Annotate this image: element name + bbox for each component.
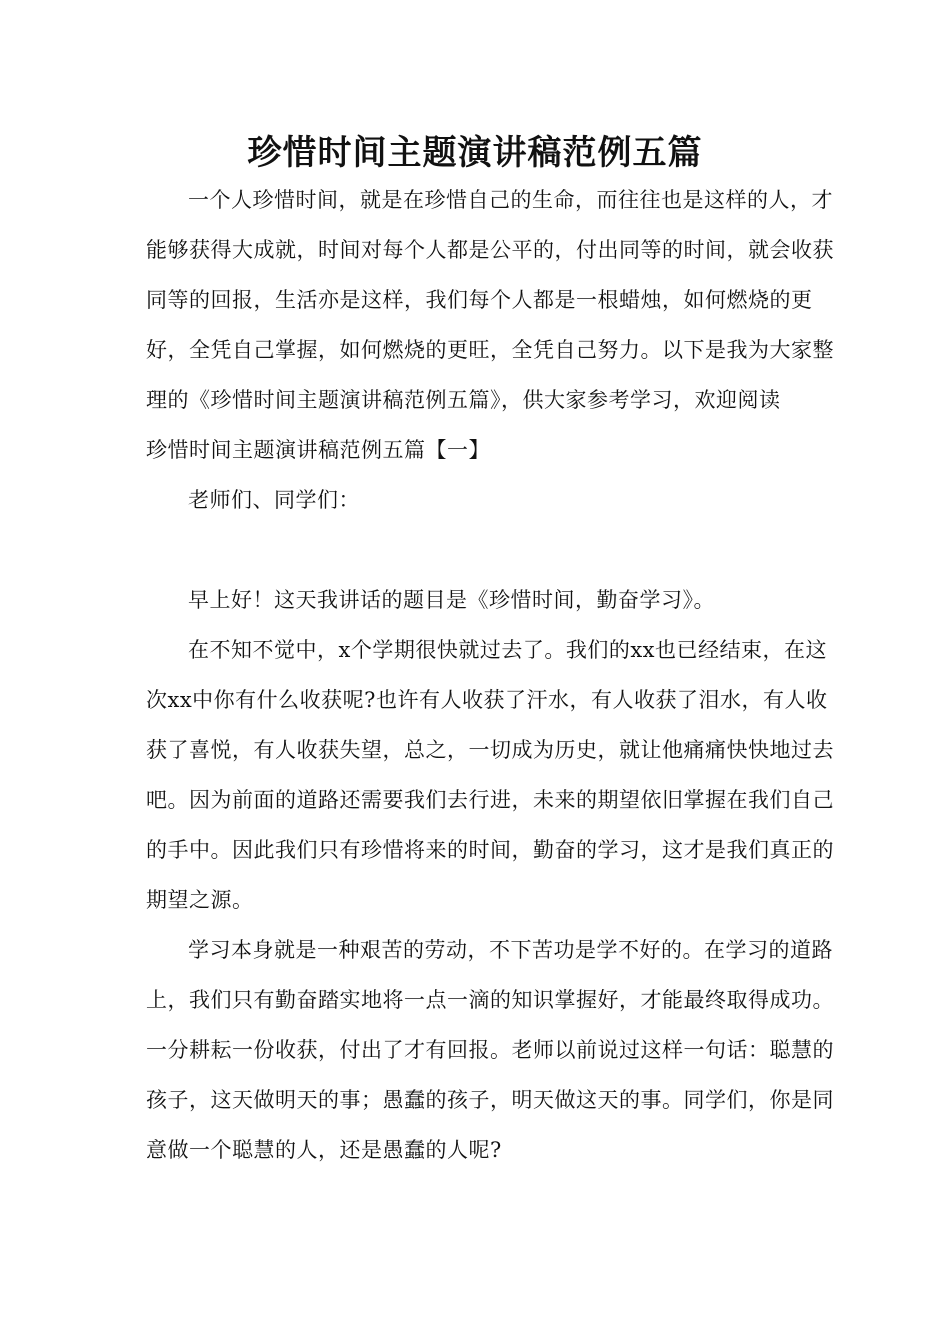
document-title: 珍惜时间主题演讲稿范例五篇	[247, 133, 703, 173]
blank-line	[146, 525, 836, 575]
body-paragraph-2: 在不知不觉中，x个学期很快就过去了。我们的xx也已经结束，在这次xx中你有什么收获呢?也许有人收获了汗水，有人收获了泪水，有人收获了喜悦，有人收获失望，总之，一切成为历史，就让他痛痛快快地过去吧。因为前面的道路还需要我们去行进，未来的期望依旧掌握在我们自己的手中。因此我们只有珍惜将来的时间，勤奋的学习，这才是我们真正的期望之源。	[146, 638, 834, 912]
document-body	[146, 175, 836, 1175]
greeting-line: 老师们、同学们：	[188, 488, 360, 512]
body-paragraph-1: 早上好！这天我讲话的题目是《珍惜时间，勤奋学习》。	[188, 588, 715, 612]
intro-paragraph: 一个人珍惜时间，就是在珍惜自己的生命，而往往也是这样的人，才能够获得大成就，时间对每个人都是公平的，付出同等的时间，就会收获同等的回报，生活亦是这样，我们每个人都是一根蜡烛，如何燃烧的更好，全凭自己掌握，如何燃烧的更旺，全凭自己努力。以下是我为大家整理的《珍惜时间主题演讲稿范例五篇》，供大家参考学习，欢迎阅读	[146, 188, 834, 412]
body-paragraph-3: 学习本身就是一种艰苦的劳动，不下苦功是学不好的。在学习的道路上，我们只有勤奋踏实地将一点一滴的知识掌握好，才能最终取得成功。一分耕耘一份收获，付出了才有回报。老师以前说过这样一句话：聪慧的孩子，这天做明天的事；愚蠢的孩子，明天做这天的事。同学们，你是同意做一个聪慧的人，还是愚蠢的人呢?	[146, 938, 834, 1162]
section-heading: 珍惜时间主题演讲稿范例五篇【一】	[146, 438, 490, 462]
